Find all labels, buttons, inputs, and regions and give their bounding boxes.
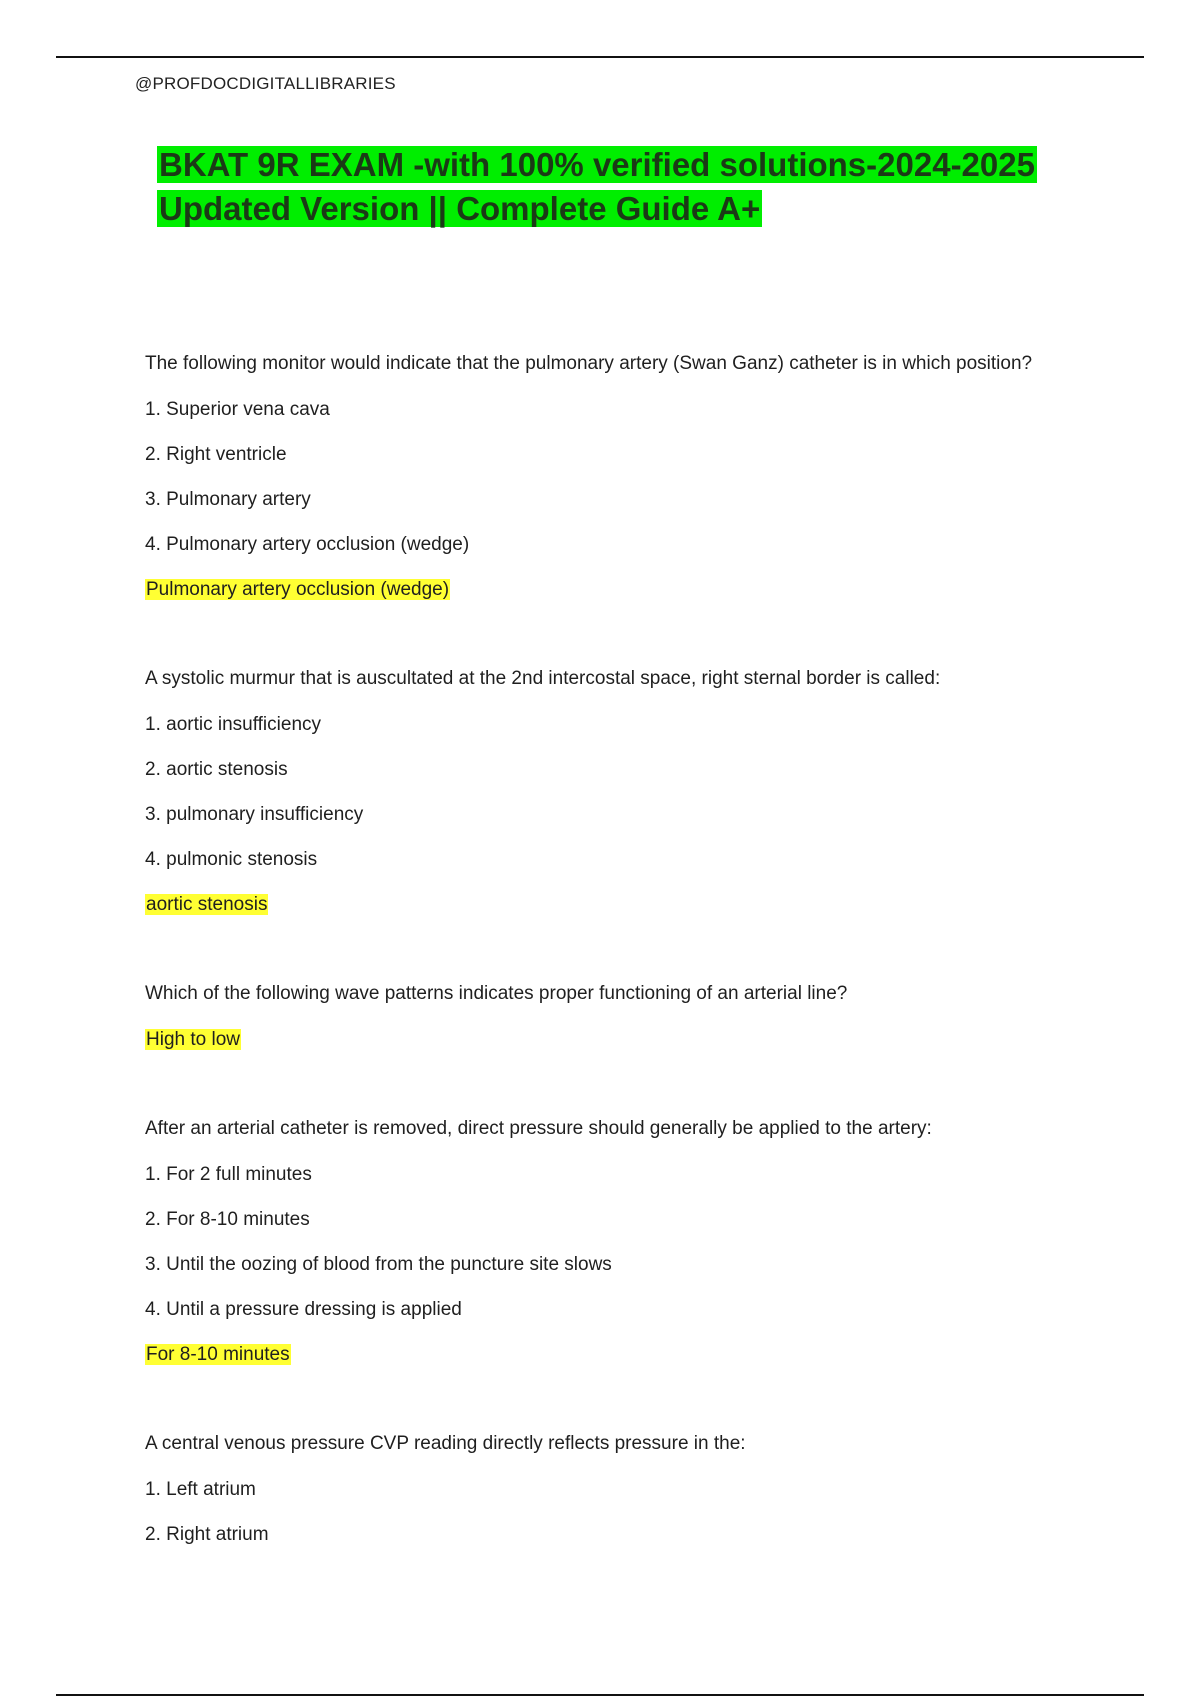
header-watermark: @PROFDOCDIGITALLIBRARIES (135, 74, 396, 93)
bottom-rule (56, 1694, 1144, 1696)
question-text: A systolic murmur that is auscultated at the 2nd intercostal space, right sternal border is called: (145, 668, 941, 689)
answer-option: 2. For 8-10 minutes (145, 1209, 310, 1230)
question-block (145, 1115, 1065, 1368)
correct-answer (145, 1026, 1065, 1053)
question-text: A central venous pressure CVP reading directly reflects pressure in the: (145, 1433, 746, 1454)
answer-option: 3. pulmonary insufficiency (145, 804, 364, 825)
question-text: After an arterial catheter is removed, direct pressure should generally be applied to the artery: (145, 1118, 932, 1139)
title-line-1: BKAT 9R EXAM -with 100% verified solutions-2024-2025 (159, 146, 1035, 183)
answer-option: 1. Superior vena cava (145, 399, 330, 420)
correct-answer-highlight: Pulmonary artery occlusion (wedge) (146, 579, 450, 600)
correct-answer-highlight: aortic stenosis (146, 894, 268, 915)
answer-option: 3. Pulmonary artery (145, 489, 311, 510)
answer-option: 2. Right ventricle (145, 444, 287, 465)
correct-answer-highlight: For 8-10 minutes (146, 1344, 290, 1365)
answer-option: 4. Pulmonary artery occlusion (wedge) (145, 534, 470, 555)
document-title (157, 143, 1037, 231)
answer-option: 2. Right atrium (145, 1524, 269, 1545)
correct-answer (145, 576, 1065, 603)
question-block (145, 980, 1065, 1053)
top-rule (56, 56, 1144, 58)
answer-option: 3. Until the oozing of blood from the puncture site slows (145, 1254, 612, 1275)
correct-answer (145, 1341, 1065, 1368)
answer-option: 4. Until a pressure dressing is applied (145, 1299, 462, 1320)
question-text: Which of the following wave patterns indicates proper functioning of an arterial line? (145, 983, 848, 1004)
question-block (145, 665, 1065, 918)
answer-option: 1. aortic insufficiency (145, 714, 322, 735)
question-block (145, 1430, 1065, 1548)
correct-answer (145, 891, 1065, 918)
title-line-2: Updated Version || Complete Guide A+ (159, 190, 761, 227)
question-block (145, 350, 1065, 603)
answer-option: 4. pulmonic stenosis (145, 849, 318, 870)
answer-option: 1. For 2 full minutes (145, 1164, 312, 1185)
questions-list (145, 350, 1065, 1548)
question-text: The following monitor would indicate that the pulmonary artery (Swan Ganz) catheter is in which position? (145, 353, 1033, 374)
correct-answer-highlight: High to low (146, 1029, 240, 1050)
answer-option: 2. aortic stenosis (145, 759, 288, 780)
answer-option: 1. Left atrium (145, 1479, 256, 1500)
